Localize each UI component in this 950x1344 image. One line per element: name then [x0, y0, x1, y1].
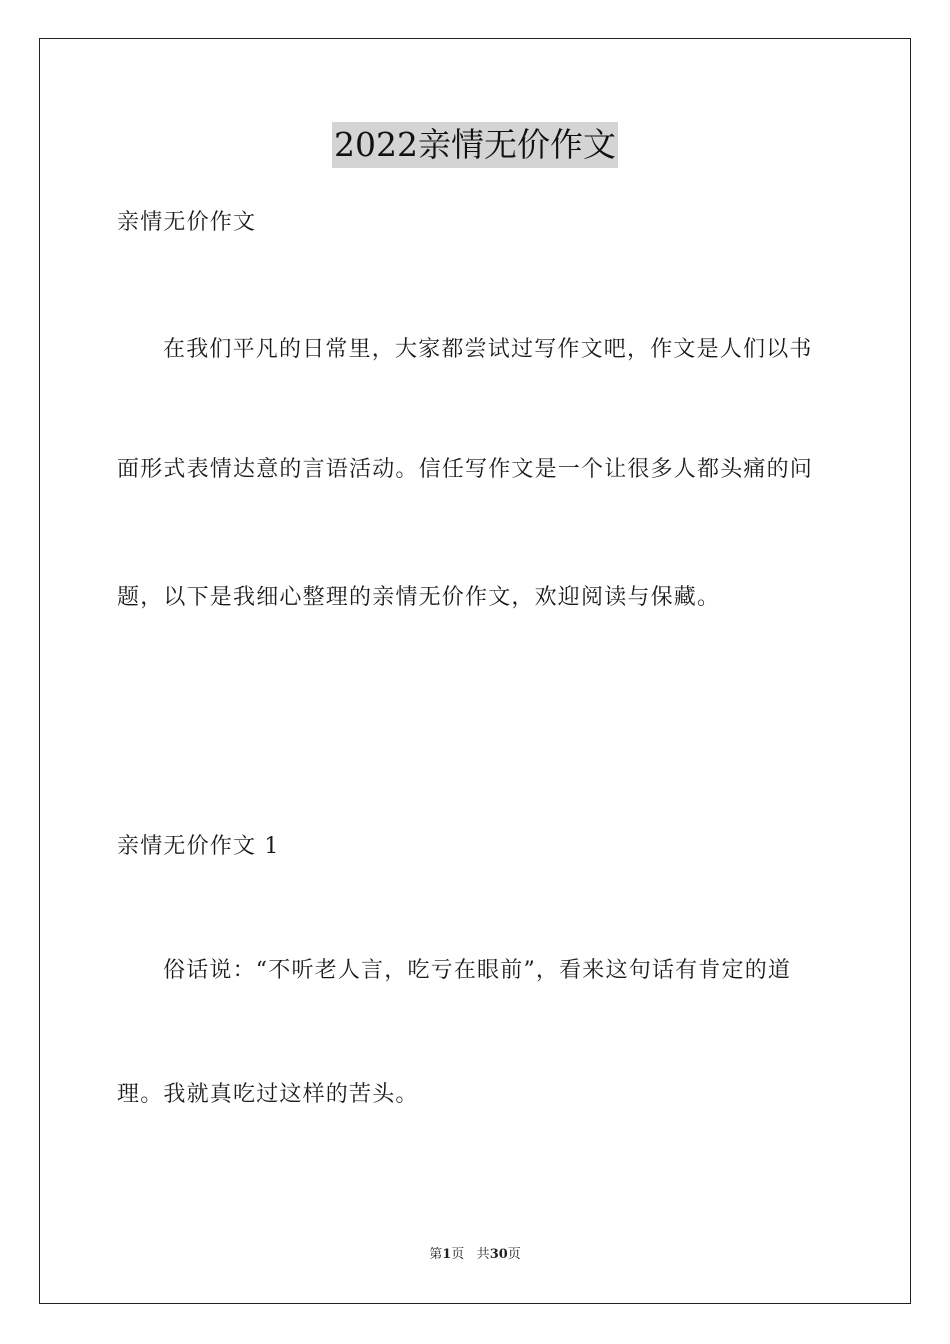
footer-total-unit: 页 [507, 1247, 521, 1262]
page-footer [0, 1246, 950, 1264]
document-title: 2022亲情无价作文 [332, 122, 618, 168]
section-heading: 亲情无价作文 1 [117, 834, 280, 859]
intro-line-2: 面形式表情达意的言语活动。信任写作文是一个让很多人都头痛的问 [117, 457, 814, 482]
footer-prefix: 第 [429, 1247, 443, 1262]
section-line-1: 俗话说：“不听老人言，吃亏在眼前”，看来这句话有肯定的道 [163, 958, 792, 983]
intro-line-3: 题，以下是我细心整理的亲情无价作文，欢迎阅读与保藏。 [117, 585, 721, 610]
intro-line-1: 在我们平凡的日常里，大家都尝试过写作文吧，作文是人们以书 [163, 337, 813, 362]
footer-page-unit: 页 [451, 1247, 465, 1262]
footer-total-pages: 30 [489, 1247, 508, 1262]
section-line-2: 理。我就真吃过这样的苦头。 [117, 1082, 419, 1107]
footer-total-prefix: 共 [476, 1247, 490, 1262]
document-subtitle: 亲情无价作文 [117, 210, 257, 235]
title-block [0, 122, 950, 168]
footer-current-page: 1 [442, 1247, 452, 1262]
